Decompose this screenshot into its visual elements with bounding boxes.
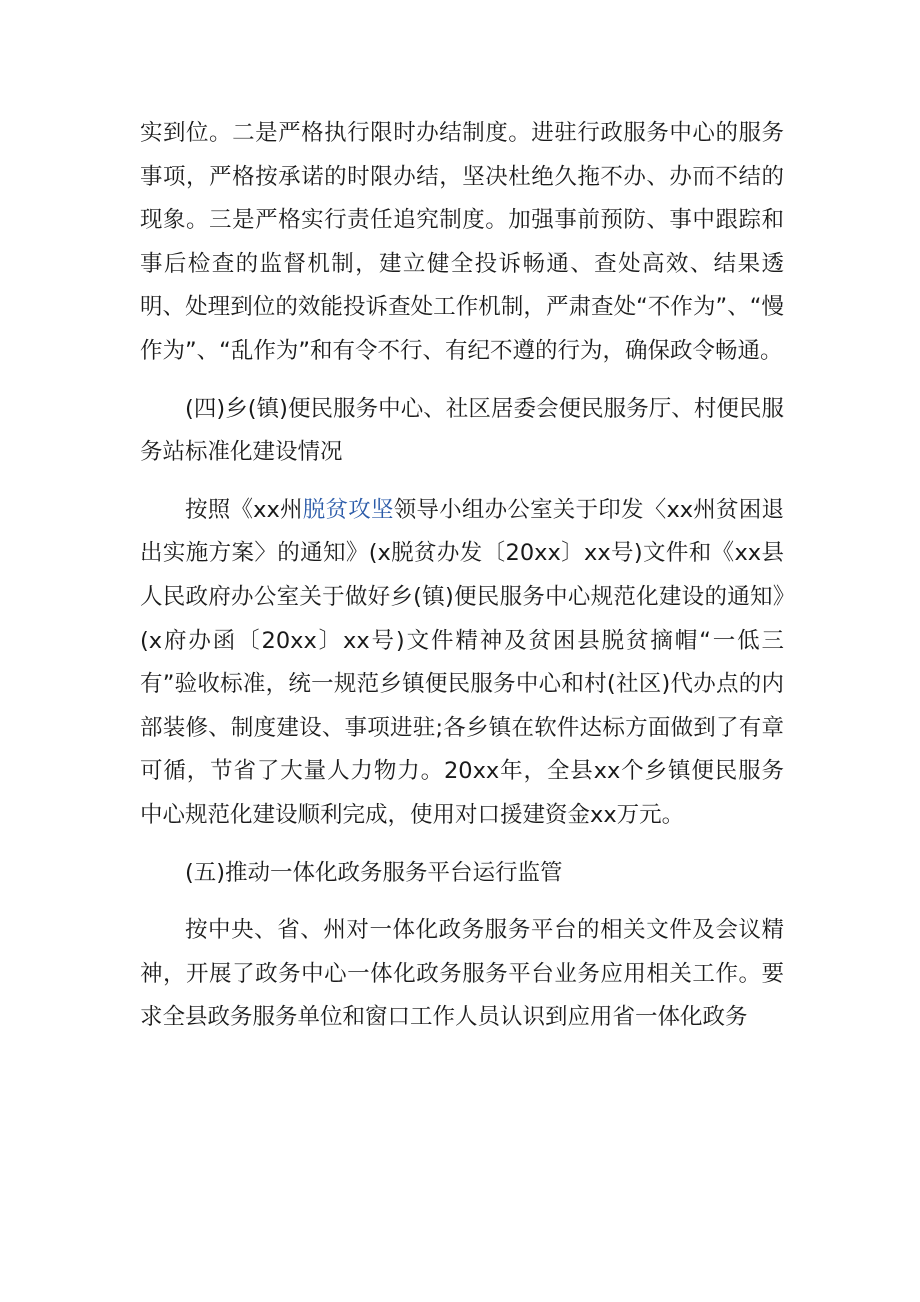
paragraph-continuation: 实到位。二是严格执行限时办结制度。进驻行政服务中心的服务事项，严格按承诺的时限办结，坚决杜绝久拖不办、办而不结的现象。三是严格实行责任追究制度。加强事前预防、事中跟踪和事后检查的监督机制，建立健全投诉畅通、查处高效、结果透明、处理到位的效能投诉查处工作机制，严肃查处“不作为”、“慢作为”、“乱作为”和有令不行、有纪不遵的行为，确保政令畅通。	[140, 120, 784, 364]
section-heading-4: (四)乡(镇)便民服务中心、社区居委会便民服务厅、村便民服务站标准化建设情况	[140, 395, 784, 466]
paragraph-text-rest: 领导小组办公室关于印发〈xx州贫困退出实施方案〉的通知》(x脱贫办发〔20xx〕xx号)文件和《xx县人民政府办公室关于做好乡(镇)便民服务中心规范化建设的通知》(x府办函〔20xx〕xx号)文件精神及贫困县脱贫摘帽“一低三有”验收标准，统一规范乡镇便民服务中心和村(社区)代办点的内部装修、制度建设、事项进驻;各乡镇在软件达标方面做到了有章可循，节省了大量人力物力。20xx年，全县xx个乡镇便民服务中心规范化建设顺利完成，使用对口援建资金xx万元。	[140, 496, 784, 828]
section-heading-5: (五)推动一体化政务服务平台运行监管	[185, 859, 563, 886]
paragraph-text-start: 按照《xx州	[185, 496, 303, 523]
document-page	[140, 112, 784, 1040]
paragraph-standardization	[140, 489, 784, 838]
paragraph-platform: 按中央、省、州对一体化政务服务平台的相关文件及会议精神，开展了政务中心一体化政务服务平台业务应用相关工作。要求全县政务服务单位和窗口工作人员认识到应用省一体化政务	[140, 917, 784, 1031]
keyword-link[interactable]: 脱贫攻坚	[302, 496, 394, 523]
